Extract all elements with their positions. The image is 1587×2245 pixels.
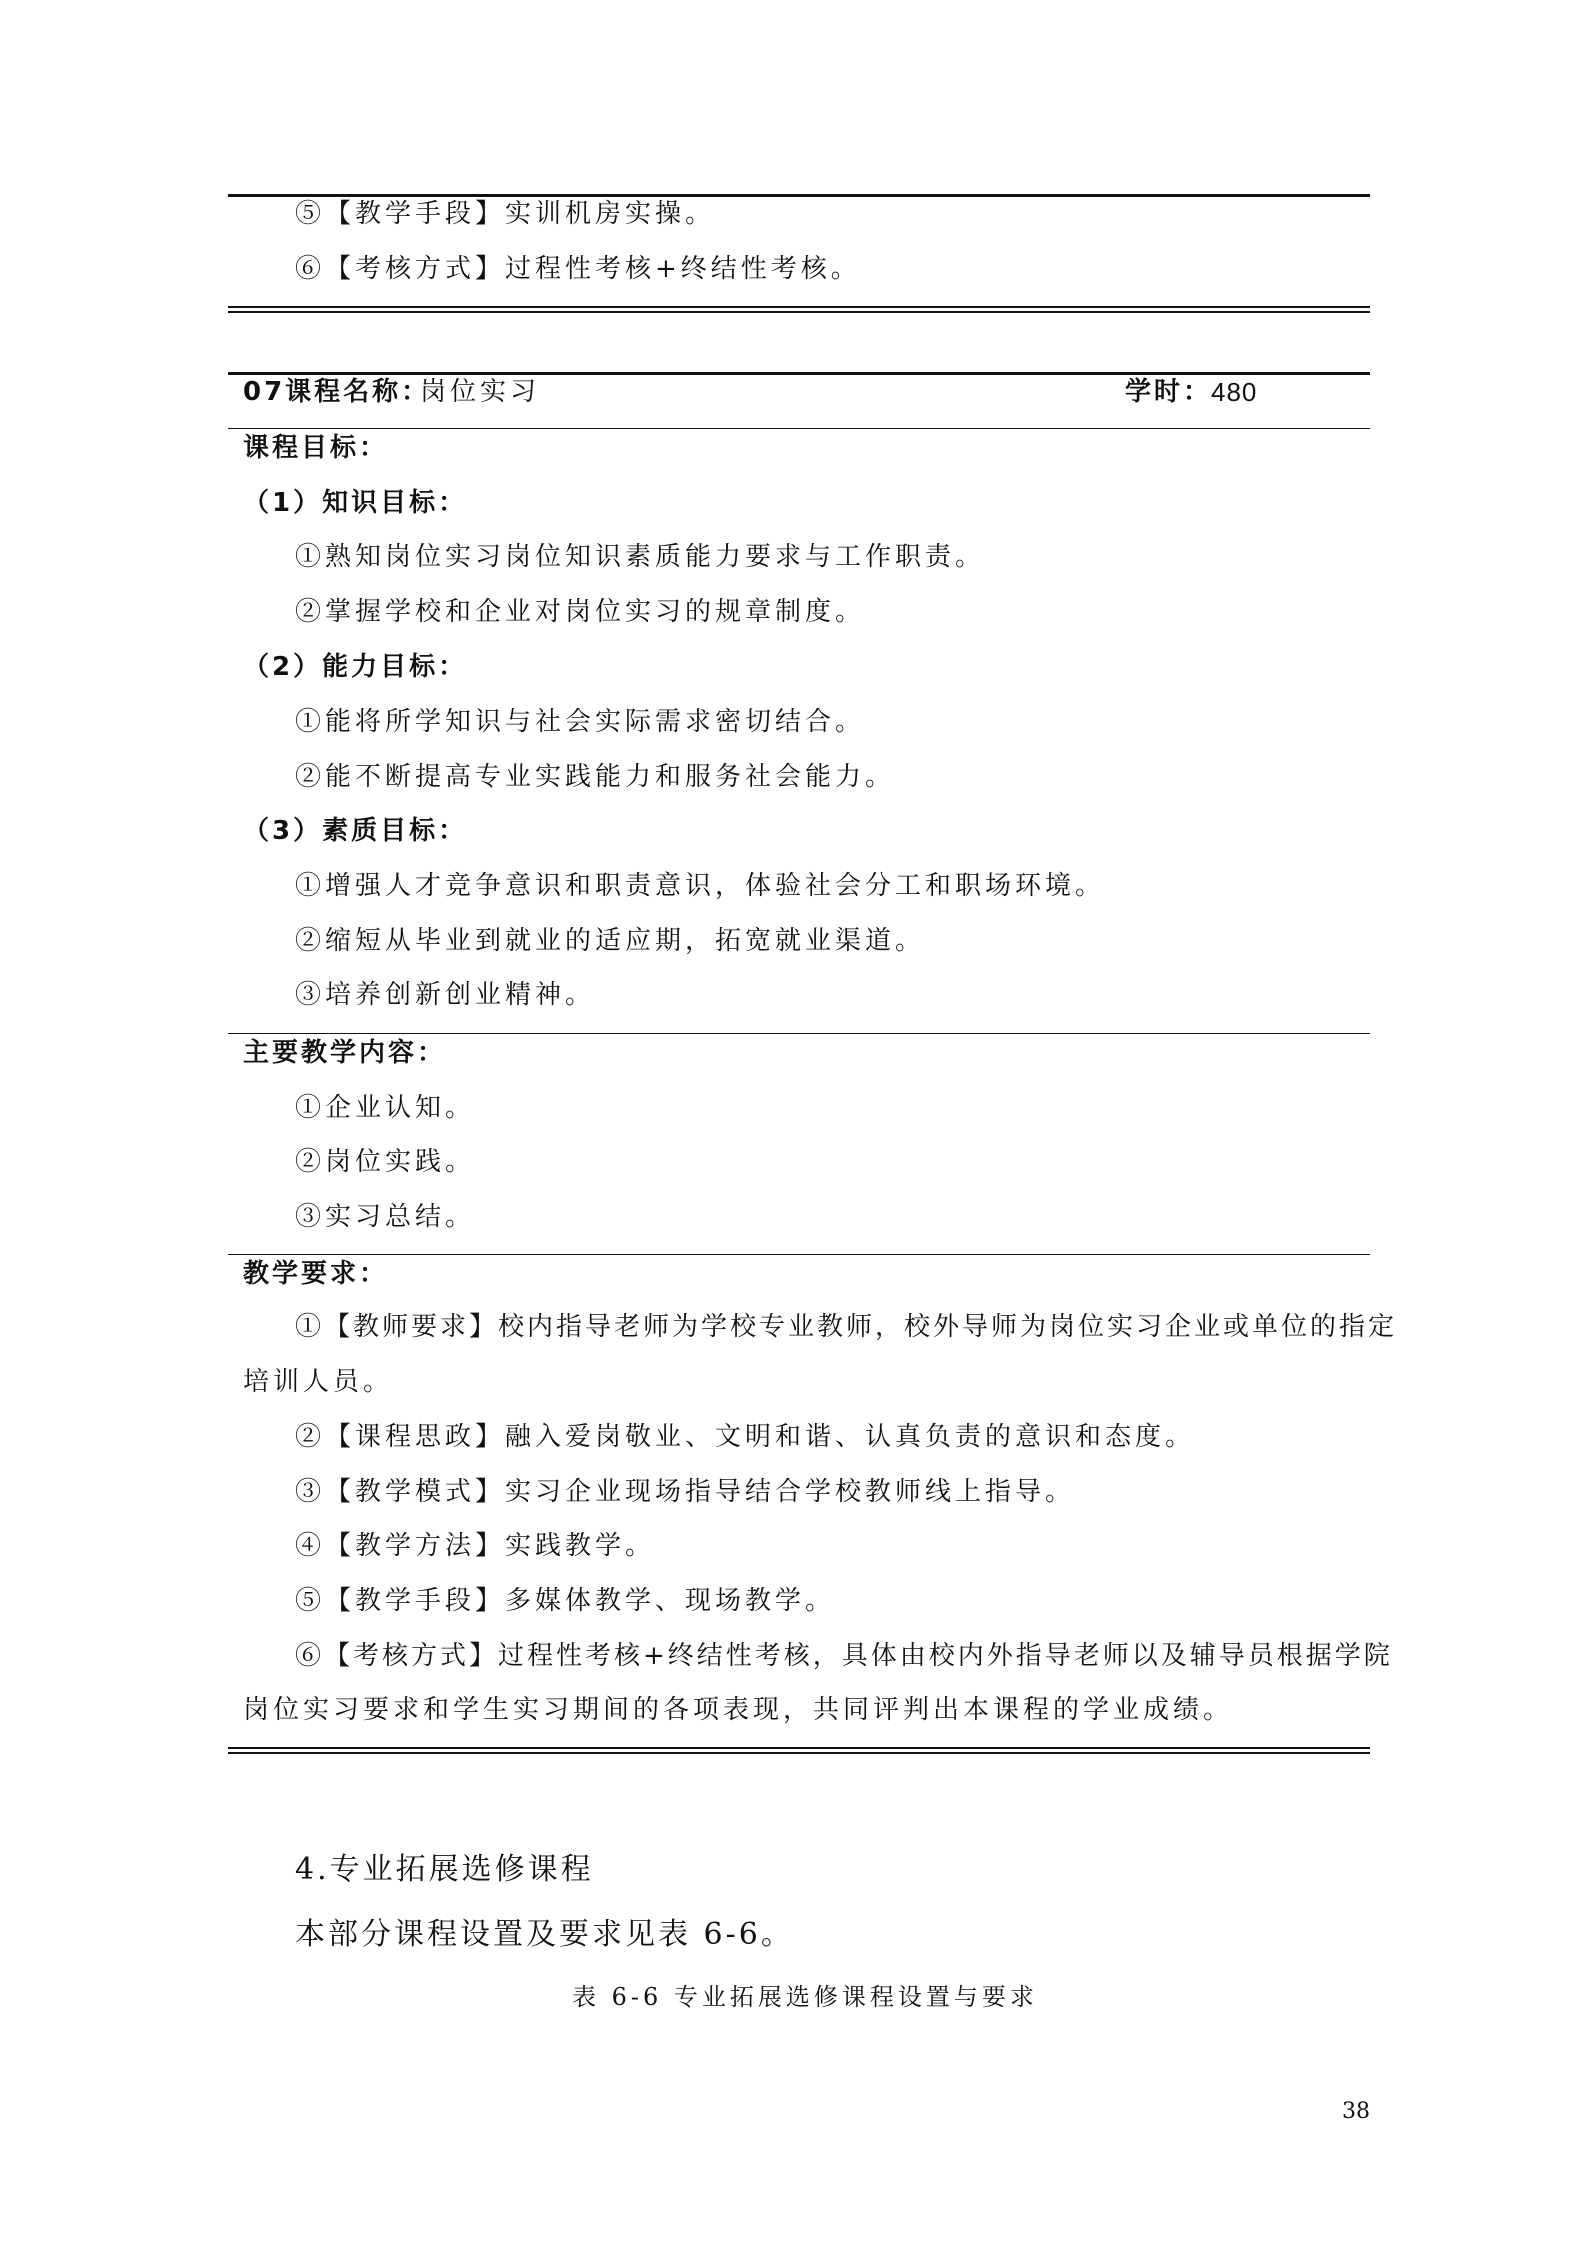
quality-heading: （3）素质目标： xyxy=(243,816,468,846)
prev-item-6: ⑥【考核方式】过程性考核+终结性考核。 xyxy=(295,254,861,284)
requirements-heading: 教学要求： xyxy=(243,1259,389,1289)
table-top-rule xyxy=(228,194,1370,197)
requirement-3: ③【教学模式】实习企业现场指导结合学校教师线上指导。 xyxy=(295,1477,1076,1507)
course-hours-value: 480 xyxy=(1211,377,1258,407)
table-bottom-rule-2 xyxy=(228,311,1370,313)
ability-heading: （2）能力目标： xyxy=(243,652,468,682)
table-caption: 表 6-6 专业拓展选修课程设置与要求 xyxy=(572,1983,1038,2011)
page-number: 38 xyxy=(1342,2099,1370,2124)
content-item-3: ③实习总结。 xyxy=(295,1202,476,1232)
quality-item-3: ③培养创新创业精神。 xyxy=(295,980,596,1010)
requirement-5: ⑤【教学手段】多媒体教学、现场教学。 xyxy=(295,1586,836,1616)
course07-top-rule xyxy=(228,372,1370,375)
requirements-divider-rule xyxy=(228,1254,1370,1255)
section-heading: 4.专业拓展选修课程 xyxy=(295,1852,594,1887)
content-divider-rule xyxy=(228,1033,1370,1034)
requirement-4: ④【教学方法】实践教学。 xyxy=(295,1531,656,1561)
requirement-1-line-1: ①【教师要求】校内指导老师为学校专业教师，校外导师为岗位实习企业或单位的指定 xyxy=(295,1312,1398,1342)
course07-header-rule xyxy=(228,428,1370,429)
course07-bottom-rule-2 xyxy=(228,1752,1370,1754)
quality-item-1: ①增强人才竞争意识和职责意识，体验社会分工和职场环境。 xyxy=(295,871,1106,901)
requirement-6-line-2: 岗位实习要求和学生实习期间的各项表现，共同评判出本课程的学业成绩。 xyxy=(243,1695,1234,1725)
requirement-1-line-2: 培训人员。 xyxy=(243,1367,394,1397)
knowledge-heading: （1）知识目标： xyxy=(243,488,468,518)
content-heading: 主要教学内容： xyxy=(243,1038,447,1068)
knowledge-item-1: ①熟知岗位实习岗位知识素质能力要求与工作职责。 xyxy=(295,542,986,572)
section-body: 本部分课程设置及要求见表 6-6。 xyxy=(295,1917,794,1952)
content-item-2: ②岗位实践。 xyxy=(295,1147,476,1177)
prev-item-5: ⑤【教学手段】实训机房实操。 xyxy=(295,199,716,229)
requirement-6-line-1: ⑥【考核方式】过程性考核+终结性考核，具体由校内外指导老师以及辅导员根据学院 xyxy=(295,1641,1393,1671)
knowledge-item-2: ②掌握学校和企业对岗位实习的规章制度。 xyxy=(295,597,866,627)
content-item-1: ①企业认知。 xyxy=(295,1093,476,1123)
course-hours-label: 学时： xyxy=(1125,377,1213,407)
ability-item-2: ②能不断提高专业实践能力和服务社会能力。 xyxy=(295,762,896,792)
quality-item-2: ②缩短从毕业到就业的适应期，拓宽就业渠道。 xyxy=(295,926,926,956)
course-name-label: 07课程名称： xyxy=(243,377,431,407)
course-name-value: 岗位实习 xyxy=(420,377,541,407)
course07-bottom-rule-1 xyxy=(228,1747,1370,1749)
goals-heading: 课程目标： xyxy=(243,433,389,463)
ability-item-1: ①能将所学知识与社会实际需求密切结合。 xyxy=(295,707,866,737)
requirement-2: ②【课程思政】融入爱岗敬业、文明和谐、认真负责的意识和态度。 xyxy=(295,1422,1196,1452)
table-bottom-rule-1 xyxy=(228,306,1370,308)
